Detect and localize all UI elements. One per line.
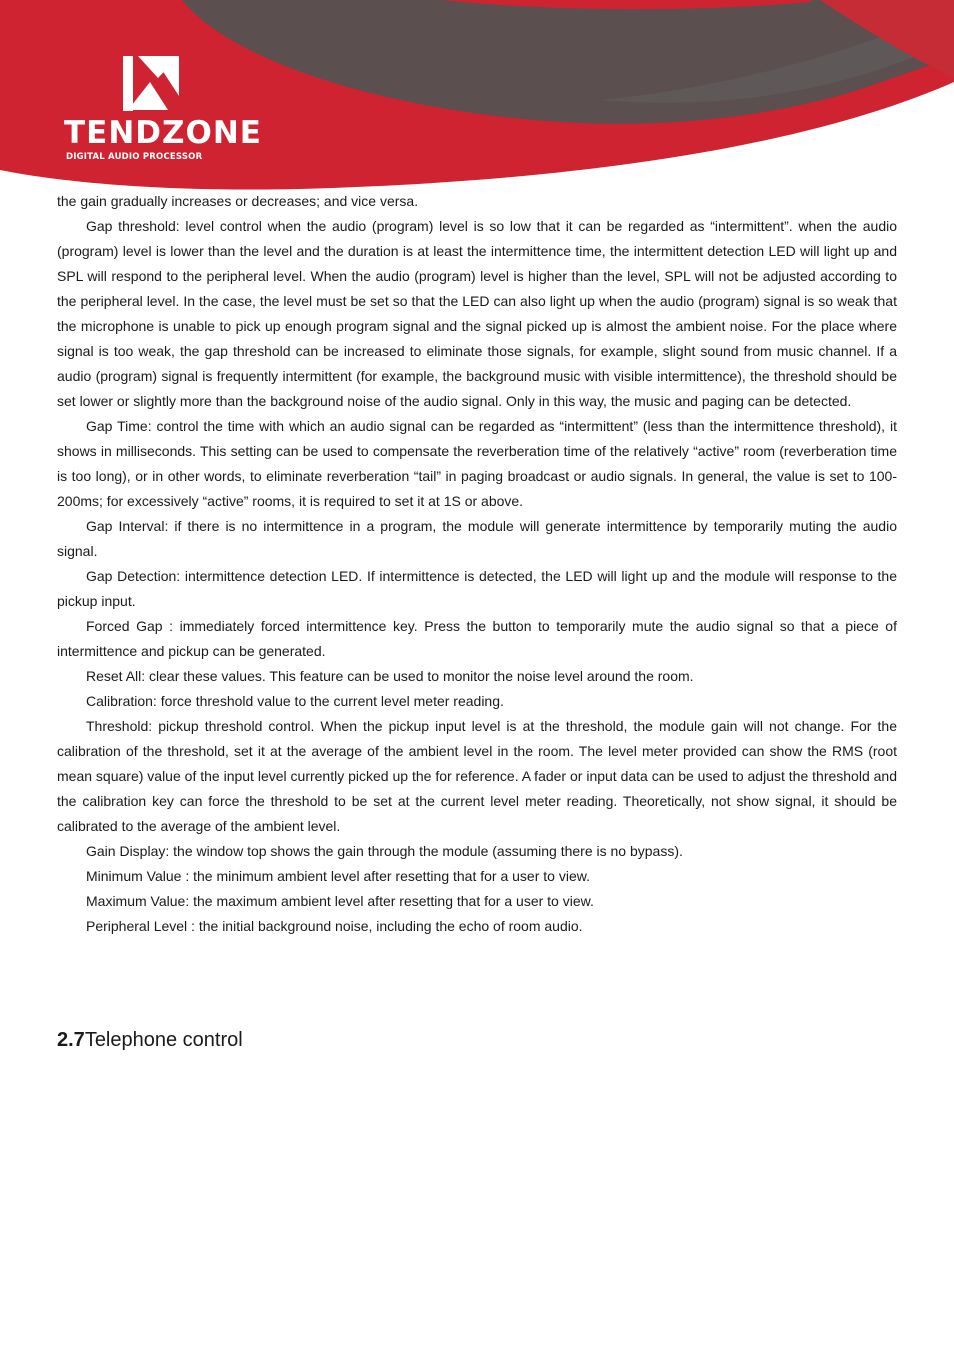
paragraph-peripheral-level: Peripheral Level : the initial background noise, including the echo of room audio. <box>86 918 583 934</box>
paragraph-threshold: Threshold: pickup threshold control. When the pickup input level is at the threshold, the module gain will not change. For the calibration of the threshold, set it at the average of the ambient level in the room. The level meter provided can show the RMS (root mean square) value of the input level currently picked up the for reference. A fader or input data can be used to adjust the threshold and the calibration key can force the threshold to be set at the current level meter reading. Theoretically, not show signal, it should be calibrated to the average of the ambient level. <box>57 718 897 834</box>
section-title: Telephone control <box>84 1029 243 1051</box>
section-number: 2.7 <box>57 1029 85 1051</box>
paragraph-calibration: Calibration: force threshold value to the current level meter reading. <box>86 693 504 709</box>
paragraph-minimum-value: Minimum Value : the minimum ambient level after resetting that for a user to view. <box>86 868 590 884</box>
paragraph-gap-interval: Gap Interval: if there is no intermittence in a program, the module will generate intermittence by temporarily muting the audio signal. <box>57 518 897 559</box>
paragraph-reset-all: Reset All: clear these values. This feature can be used to monitor the noise level around the room. <box>86 668 694 684</box>
paragraph-gap-time: Gap Time: control the time with which an audio signal can be regarded as “intermittent” (less than the intermittence threshold), it shows in milliseconds. This setting can be used to compensate the reverberation time of the relatively “active” room (reverberation time is too long), or in other words, to eliminate reverberation “tail” in paging broadcast or audio signals. In general, the value is set to 100-200ms; for excessively “active” rooms, it is required to set it at 1S or above. <box>57 418 897 509</box>
paragraph: the gain gradually increases or decreases; and vice versa. <box>57 193 419 209</box>
paragraph-gap-threshold: Gap threshold: level control when the audio (program) level is so low that it can be regarded as “intermittent”. when the audio (program) level is lower than the level and the duration is at least the intermittence time, the intermittent detection LED will light up and SPL will respond to the peripheral level. When the audio (program) level is higher than the level, SPL will not be adjusted according to the peripheral level. In the case, the level must be set so that the LED can also light up when the audio (program) signal is so weak that the microphone is unable to pick up enough program signal and the signal picked up is almost the ambient noise. For the place where signal is too weak, the gap threshold can be increased to eliminate those signals, for example, slight sound from music channel. If a audio (program) signal is frequently intermittent (for example, the background music with visible intermittence), the threshold should be set lower or slightly more than the background noise of the audio signal. Only in this way, the music and paging can be detected. <box>57 218 897 409</box>
paragraph-gap-detection: Gap Detection: intermittence detection LED. If intermittence is detected, the LED will light up and the module will response to the pickup input. <box>57 568 897 609</box>
body-text <box>57 189 897 939</box>
header-banner <box>0 0 954 200</box>
page-header <box>0 0 954 200</box>
paragraph-gain-display: Gain Display: the window top shows the gain through the module (assuming there is no bypass). <box>86 843 683 859</box>
paragraph-forced-gap: Forced Gap : immediately forced intermittence key. Press the button to temporarily mute the audio signal so that a piece of intermittence and pickup can be generated. <box>57 618 897 659</box>
section-heading <box>57 1026 243 1054</box>
brand-tagline: DIGITAL AUDIO PROCESSOR <box>66 152 203 162</box>
paragraph-maximum-value: Maximum Value: the maximum ambient level after resetting that for a user to view. <box>86 893 594 909</box>
brand-name: TENDZONE <box>64 115 262 151</box>
